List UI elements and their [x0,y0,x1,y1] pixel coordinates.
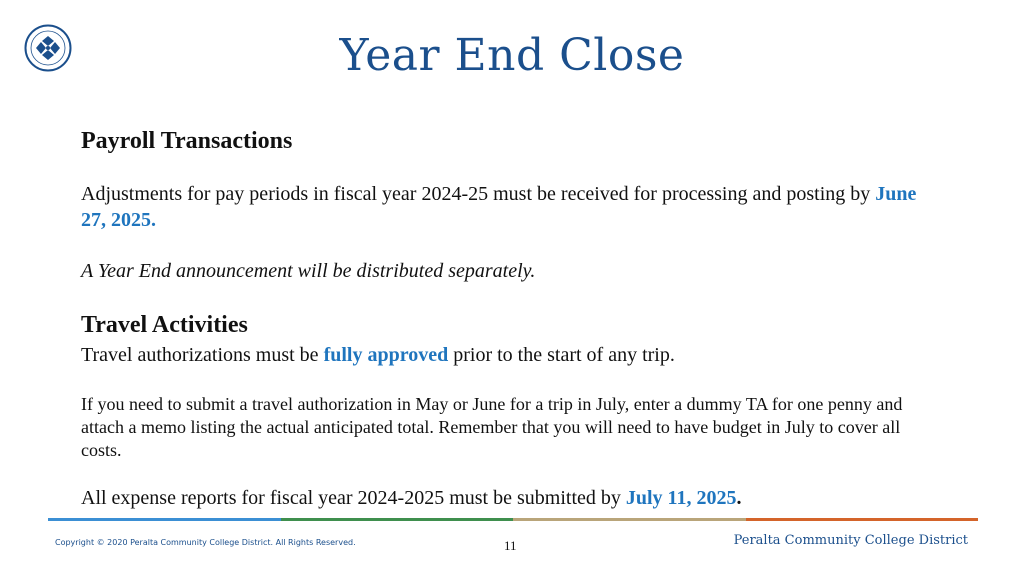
page-number: 11 [504,538,517,553]
payroll-paragraph [81,181,941,233]
expense-text: All expense reports for fiscal year 2024-2025 must be submitted by [81,487,626,509]
footer-bar-segment [746,518,979,521]
footer-bar-segment [48,518,281,521]
footer-bar-segment [281,518,514,521]
slide-title: Year End Close [339,30,685,81]
payroll-heading: Payroll Transactions [81,128,293,154]
footer-color-bar [48,518,978,521]
expense-period: . [736,487,742,509]
expense-paragraph [81,485,941,511]
payroll-text: Adjustments for pay periods in fiscal year 2024-25 must be received for processing and posting by [81,183,876,205]
travel-approval-text: Travel authorizations must be [81,344,324,366]
expense-deadline: July 11, 2025 [625,487,737,509]
district-name: Peralta Community College District [733,533,968,548]
footer-bar-segment [513,518,746,521]
travel-approval-paragraph [81,342,941,368]
copyright-text: Copyright © 2020 Peralta Community College District. All Rights Reserved. [55,538,356,547]
payroll-deadline: June 27, 2025. [81,183,917,231]
travel-heading: Travel Activities [81,312,248,338]
travel-dummy-ta-paragraph: If you need to submit a travel authorization in May or June for a trip in July, enter a dummy TA for one penny and attach a memo listing the actual anticipated total. Remember that you will need to have budget in July to cover all costs. [81,394,903,460]
payroll-note: A Year End announcement will be distributed separately. [81,260,536,282]
travel-approval-text-after: prior to the start of any trip. [448,344,675,366]
travel-approval-highlight: fully approved [323,344,449,366]
